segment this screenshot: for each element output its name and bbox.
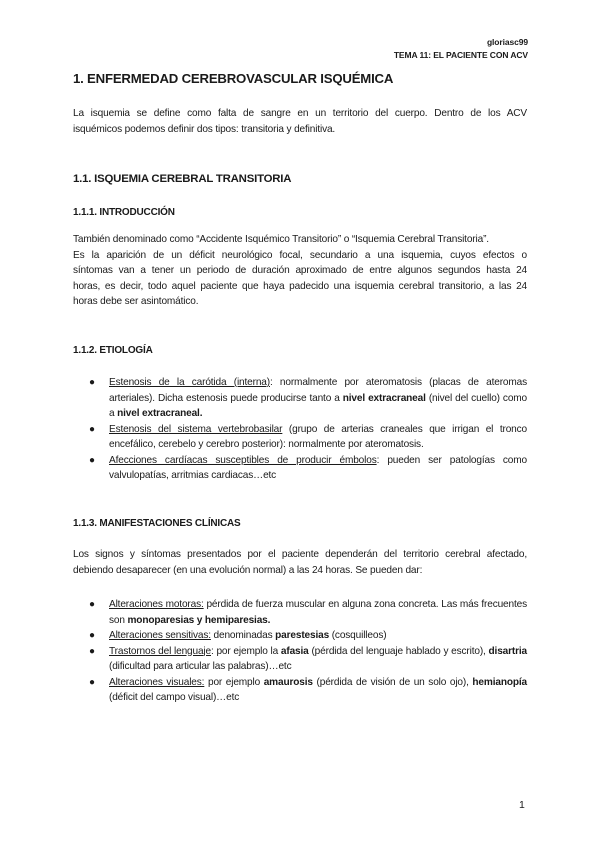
list-item: ● Estenosis de la carótida (interna): normalmente por ateromatosis (placas de ateromas arteriales). Dicha estenosis puede producirse tanto a nivel extracraneal (nivel del cuello) como a nivel extracraneal. [89, 377, 528, 419]
bullet-icon: ● [89, 645, 95, 657]
introduccion-line-4: horas, es decir, todo aquel paciente que haya padecido una isquemia cerebral transitorio, a las 24 [73, 280, 527, 292]
subsection-heading-etiologia: 1.1.2. ETIOLOGÍA [73, 345, 153, 356]
manifestaciones-line-2: debiendo desaparecer (en una evolución normal) a las 24 horas. Se pueden dar: [73, 564, 423, 576]
manifestaciones-line-1: Los signos y síntomas presentados por el paciente dependerán del territorio cerebral afectado, [73, 549, 527, 560]
page-title: 1. ENFERMEDAD CEREBROVASCULAR ISQUÉMICA [73, 71, 394, 86]
bullet-icon: ● [89, 377, 95, 388]
subsection-heading-manifestaciones: 1.1.3. MANIFESTACIONES CLÍNICAS [73, 518, 241, 529]
list-item-term: Alteraciones visuales: [109, 676, 205, 688]
list-item-term: Afecciones cardíacas susceptibles de producir émbolos [109, 454, 377, 466]
section-heading-1-1: 1.1. ISQUEMIA CEREBRAL TRANSITORIA [73, 173, 292, 185]
introduccion-line-5: horas debe ser asintomático. [73, 296, 199, 307]
header-topic: TEMA 11: EL PACIENTE CON ACV [393, 50, 528, 60]
introduccion-line-2: Es la aparición de un déficit neurológico focal, secundario a una isquemia, cuyos efectos o [73, 249, 527, 261]
list-item-term: Estenosis del sistema vertebrobasilar [109, 423, 283, 435]
page-number: 1 [519, 799, 525, 811]
manifestaciones-list [73, 597, 527, 706]
list-item: ● Alteraciones visuales: por ejemplo amaurosis (pérdida de visión de un solo ojo), hemianopía (déficit del campo visual)…etc [89, 676, 527, 703]
list-item-term: Alteraciones sensitivas: [109, 630, 211, 641]
header-author: gloriasc99 [486, 37, 528, 47]
manifestaciones-paragraph [73, 547, 527, 578]
list-item: ● Afecciones cardíacas susceptibles de producir émbolos: pueden ser patologías como valvulopatías, arritmias cardiacas…etc [89, 454, 527, 481]
bullet-icon: ● [89, 630, 95, 641]
list-item-term: Estenosis de la carótida (interna) [109, 377, 270, 388]
intro-line-2: isquémicos podemos definir dos tipos: transitoria y definitiva. [73, 123, 336, 135]
bullet-icon: ● [89, 676, 95, 688]
list-item: ● Alteraciones motoras: pérdida de fuerza muscular en alguna zona concreta. Las más frecuentes son monoparesias y hemiparesias. [89, 599, 527, 626]
introduccion-paragraph [73, 232, 527, 310]
list-item: ● Alteraciones sensitivas: denominadas parestesias (cosquilleos) [73, 628, 527, 644]
list-item-term: Alteraciones motoras: [109, 599, 204, 610]
bullet-icon: ● [89, 423, 95, 435]
bullet-icon: ● [89, 599, 95, 610]
intro-paragraph [73, 106, 527, 137]
list-item-term: Trastornos del lenguaje [109, 645, 211, 657]
etiologia-list [73, 375, 527, 484]
introduccion-line-1: También denominado como “Accidente Isquémico Transitorio” o “Isquemia Cerebral Transitoria”. [73, 234, 489, 245]
intro-line-1: La isquemia se define como falta de sangre en un territorio del cuerpo. Dentro de los ACV [73, 108, 527, 119]
bullet-icon: ● [89, 454, 95, 466]
list-item: ● Trastornos del lenguaje: por ejemplo la afasia (pérdida del lenguaje hablado y escrito), disartria (dificultad para articular las palabras)…etc [89, 645, 528, 672]
list-item: ● Estenosis del sistema vertebrobasilar (grupo de arterias craneales que irrigan el tronco encefálico, cerebelo y cerebro posterior): normalmente por ateromatosis. [89, 423, 527, 450]
subsection-heading-introduccion: 1.1.1. INTRODUCCIÓN [73, 207, 175, 218]
introduccion-line-3: síntomas van a tener un periodo de duración aproximado de entre algunos segundos hasta 24 [73, 265, 527, 276]
